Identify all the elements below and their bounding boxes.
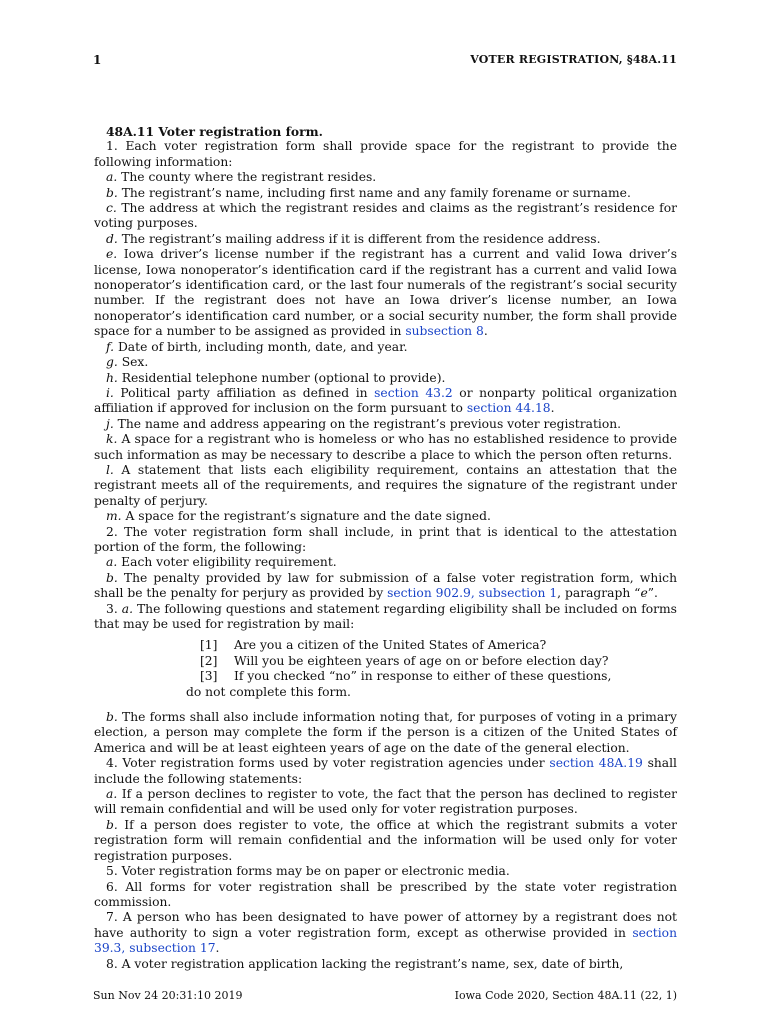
paragraph-1f (94, 340, 677, 355)
subsection-6: 6. All forms for voter registration shall be prescribed by the state voter registration commission. (94, 879, 677, 909)
paragraph-label: g. (106, 355, 118, 370)
paragraph-text-end: . (550, 401, 555, 416)
paragraph-label: a. (106, 787, 118, 802)
paragraph-text: Residential telephone number (optional to provide). (117, 370, 446, 385)
paragraph-1m (94, 509, 677, 524)
paragraph-label: k. (106, 432, 118, 447)
subsection-1-intro: 1. Each voter registration form shall provide space for the registrant to provide the following information: (94, 139, 677, 169)
paragraph-text: shall include the following statements: (94, 756, 677, 786)
subsection-7 (94, 910, 677, 956)
paragraph-label: a. (106, 555, 118, 570)
question-text: Are you a citizen of the United States of America? (234, 638, 547, 653)
paragraph-label: a. (121, 601, 133, 616)
paragraph-text: If a person declines to register to vote, the fact that the person has declined to register will remain confidential and will be used only for voter registration purposes. (94, 787, 677, 817)
paragraph-1e (94, 247, 677, 339)
paragraph-text: The penalty provided by law for submission of a false voter registration form, which shall be the penalty for perjury as provided by (94, 570, 677, 601)
paragraph-label: l. (106, 462, 114, 477)
subsection-8: 8. A voter registration application lacking the registrant’s name, sex, date of birth, (106, 956, 624, 971)
paragraph-2b (94, 571, 677, 602)
question-item (186, 654, 677, 669)
question-instruction: do not complete this form. (186, 684, 351, 699)
paragraph-1i (94, 386, 677, 417)
paragraph-label: b. (106, 185, 118, 200)
subsection-2-intro: 2. The voter registration form shall include, in print that is identical to the attestation portion of the form, the following: (94, 524, 677, 554)
paragraph-1g (94, 355, 677, 370)
paragraph-text: A space for a registrant who is homeless or who has no established residence to provide such information as may be necessary to describe a place to which the person often returns. (94, 432, 677, 462)
paragraph-label: b. (106, 710, 118, 725)
question-text: If you checked “no” in response to either of these questions, (234, 669, 612, 684)
paragraph-label: a. (106, 170, 118, 185)
code-citation: Iowa Code 2020, Section 48A.11 (22, 1) (454, 989, 677, 1002)
paragraph-text: 4. Voter registration forms used by voter registration agencies under (106, 756, 550, 771)
paragraph-text: Date of birth, including month, date, and year. (114, 339, 408, 354)
paragraph-text: Iowa driver’s license number if the registrant has a current and valid Iowa driver’s license, Iowa nonoperator’s identification card if the registrant has a current and valid Iowa nonoperator’s identification card, or the last four numerals of the registrant’s social security number. If the registrant does not have an Iowa driver’s license number, an Iowa nonoperator’s identification card number, or a social security number, the form shall provide space for a number to be assigned as provided in (94, 247, 677, 339)
subsection-5: 5. Voter registration forms may be on paper or electronic media. (106, 864, 510, 879)
section-39-3-link[interactable]: section 39.3, subsection 17 (94, 925, 677, 956)
running-header: VOTER REGISTRATION, §48A.11 (470, 53, 677, 66)
paragraph-3b (94, 710, 677, 756)
statute-body (94, 124, 677, 972)
paragraph-label: h. (106, 370, 118, 385)
paragraph-4b (94, 818, 677, 864)
paragraph-text: Sex. (117, 355, 149, 370)
paragraph-text: The county where the registrant resides. (117, 170, 377, 185)
paragraph-1c (94, 201, 677, 232)
paragraph-text: If a person does register to vote, the office at which the registrant submits a voter registration form will remain confidential and the information will be used only for voter registration purposes. (94, 817, 677, 863)
subsection-8-link[interactable]: subsection 8 (405, 324, 484, 339)
question-number: [2] (200, 653, 218, 668)
paragraph-text: The name and address appearing on the registrant’s previous voter registration. (113, 416, 622, 431)
paragraph-label: b. (106, 817, 118, 832)
paragraph-1a (94, 170, 677, 185)
paragraph-text: The registrant’s name, including first name and any family forename or surname. (117, 185, 631, 200)
section-48a-19-link[interactable]: section 48A.19 (549, 756, 643, 771)
question-number: [3] (200, 669, 218, 684)
page-number: 1 (93, 53, 102, 67)
paragraph-label: i. (106, 385, 114, 400)
question-item (186, 638, 677, 653)
paragraph-label: e. (106, 247, 118, 262)
question-item (186, 669, 677, 684)
print-timestamp: Sun Nov 24 20:31:10 2019 (93, 989, 243, 1002)
paragraph-text-end: . (483, 324, 488, 339)
paragraph-text: Political party affiliation as defined in (113, 385, 375, 400)
paragraph-text: 7. A person who has been designated to have power of attorney by a registrant does not have authority to sign a voter registration form, except as otherwise provided in (94, 910, 677, 940)
paragraph-label: j. (106, 416, 114, 431)
paragraph-text-end: . (215, 941, 220, 956)
paragraph-label: f. (106, 339, 115, 354)
subsection-4-intro (94, 756, 677, 787)
paragraph-label: b. (106, 570, 118, 585)
section-43-2-link[interactable]: section 43.2 (374, 385, 453, 400)
paragraph-text: A statement that lists each eligibility requirement, contains an attestation that the registrant meets all of the requirements, and requires the signature of the registrant under penalty of perjury. (94, 462, 677, 508)
section-heading: 48A.11 Voter registration form. (106, 124, 323, 139)
paragraph-label: d. (106, 231, 118, 246)
paragraph-2a (94, 555, 677, 570)
paragraph-label: c. (106, 201, 117, 216)
paragraph-text: A space for the registrant’s signature and the date signed. (121, 509, 491, 524)
question-text: Will you be eighteen years of age on or before election day? (234, 653, 609, 668)
paragraph-text: or nonparty political organization affiliation if approved for inclusion on the form pursuant to (94, 385, 677, 416)
paragraph-ref: e (640, 586, 648, 601)
section-44-18-link[interactable]: section 44.18 (466, 401, 551, 416)
paragraph-1h (94, 371, 677, 386)
question-number: [1] (200, 638, 218, 653)
paragraph-label: m. (106, 509, 122, 524)
eligibility-questions (186, 638, 677, 700)
paragraph-text: , paragraph “ (557, 586, 641, 601)
paragraph-text: The registrant’s mailing address if it is different from the residence address. (117, 231, 601, 246)
section-902-9-link[interactable]: section 902.9, subsection 1 (387, 586, 558, 601)
paragraph-text: The forms shall also include information noting that, for purposes of voting in a primary election, a person may complete the form if the person is a citizen of the United States of America and will be at least eighteen years of age on the date of the general election. (94, 710, 677, 755)
paragraph-3a (94, 602, 677, 633)
paragraph-1j (94, 417, 677, 432)
subsection-number: 3. (106, 601, 122, 616)
paragraph-text: The address at which the registrant resides and claims as the registrant’s residence for voting purposes. (94, 201, 677, 231)
paragraph-text: Each voter eligibility requirement. (117, 555, 337, 570)
paragraph-4a (94, 787, 677, 818)
paragraph-text: The following questions and statement regarding eligibility shall be included on forms that may be used for registration by mail: (94, 601, 677, 631)
paragraph-1l (94, 463, 677, 509)
paragraph-1k (94, 432, 677, 463)
paragraph-1d (94, 232, 677, 247)
paragraph-1b (94, 186, 677, 201)
paragraph-text-end: ”. (647, 586, 658, 601)
